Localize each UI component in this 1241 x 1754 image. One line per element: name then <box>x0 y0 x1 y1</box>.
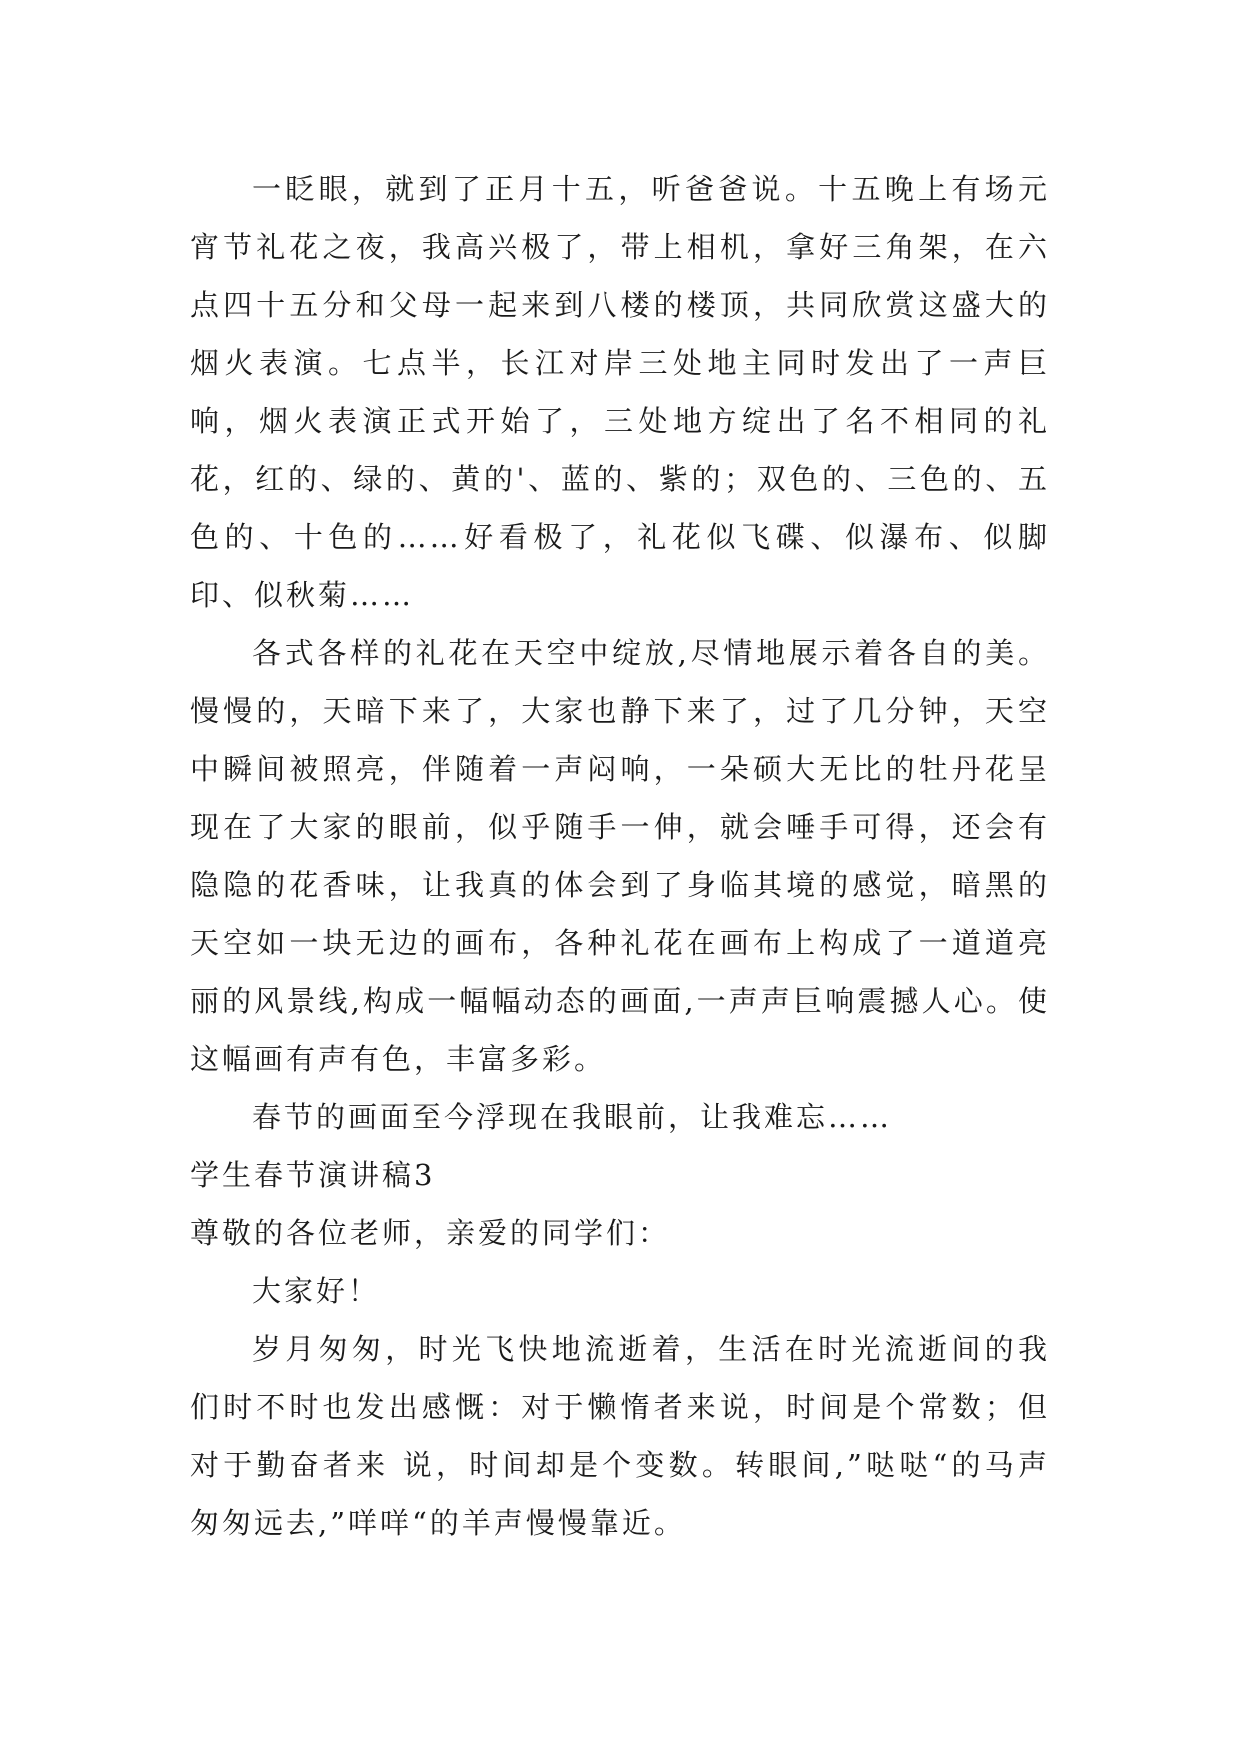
salutation: 尊敬的各位老师，亲爱的同学们： <box>190 1216 671 1250</box>
paragraph-time: 岁月匆匆，时光飞快地流逝着，生活在时光流逝间的我们时不时也发出感慨：对于懒惰者来说，时间是个常数；但对于勤奋者来 说，时间却是个变数。转眼间,”哒哒“的马声匆匆远去,”咩咩“的羊声慢慢靠近。 <box>190 1332 1050 1540</box>
section-heading: 学生春节演讲稿3 <box>190 1158 436 1192</box>
paragraph-fireworks-display: 各式各样的礼花在天空中绽放,尽情地展示着各自的美。慢慢的，天暗下来了，大家也静下来了，过了几分钟，天空中瞬间被照亮，伴随着一声闷响，一朵硕大无比的牡丹花呈现在了大家的眼前，似乎随手一伸，就会唾手可得，还会有隐隐的花香味，让我真的体会到了身临其境的感觉，暗黑的天空如一块无边的画布，各种礼花在画布上构成了一道道亮丽的风景线,构成一幅幅动态的画面,一声声巨响震撼人心。使这幅画有声有色，丰富多彩。 <box>190 636 1050 1076</box>
paragraph-fireworks-ending: 春节的画面至今浮现在我眼前，让我难忘…… <box>252 1100 893 1134</box>
greeting: 大家好！ <box>252 1274 381 1308</box>
paragraph-fireworks-intro: 一眨眼，就到了正月十五，听爸爸说。十五晚上有场元宵节礼花之夜，我高兴极了，带上相机，拿好三角架，在六点四十五分和父母一起来到八楼的楼顶，共同欣赏这盛大的烟火表演。七点半，长江对岸三处地主同时发出了一声巨响，烟火表演正式开始了，三处地方绽出了名不相同的礼花，红的、绿的、黄的'、蓝的、紫的；双色的、三色的、五色的、十色的……好看极了，礼花似飞碟、似瀑布、似脚印、似秋菊…… <box>190 172 1050 612</box>
document-body <box>190 160 1050 1552</box>
